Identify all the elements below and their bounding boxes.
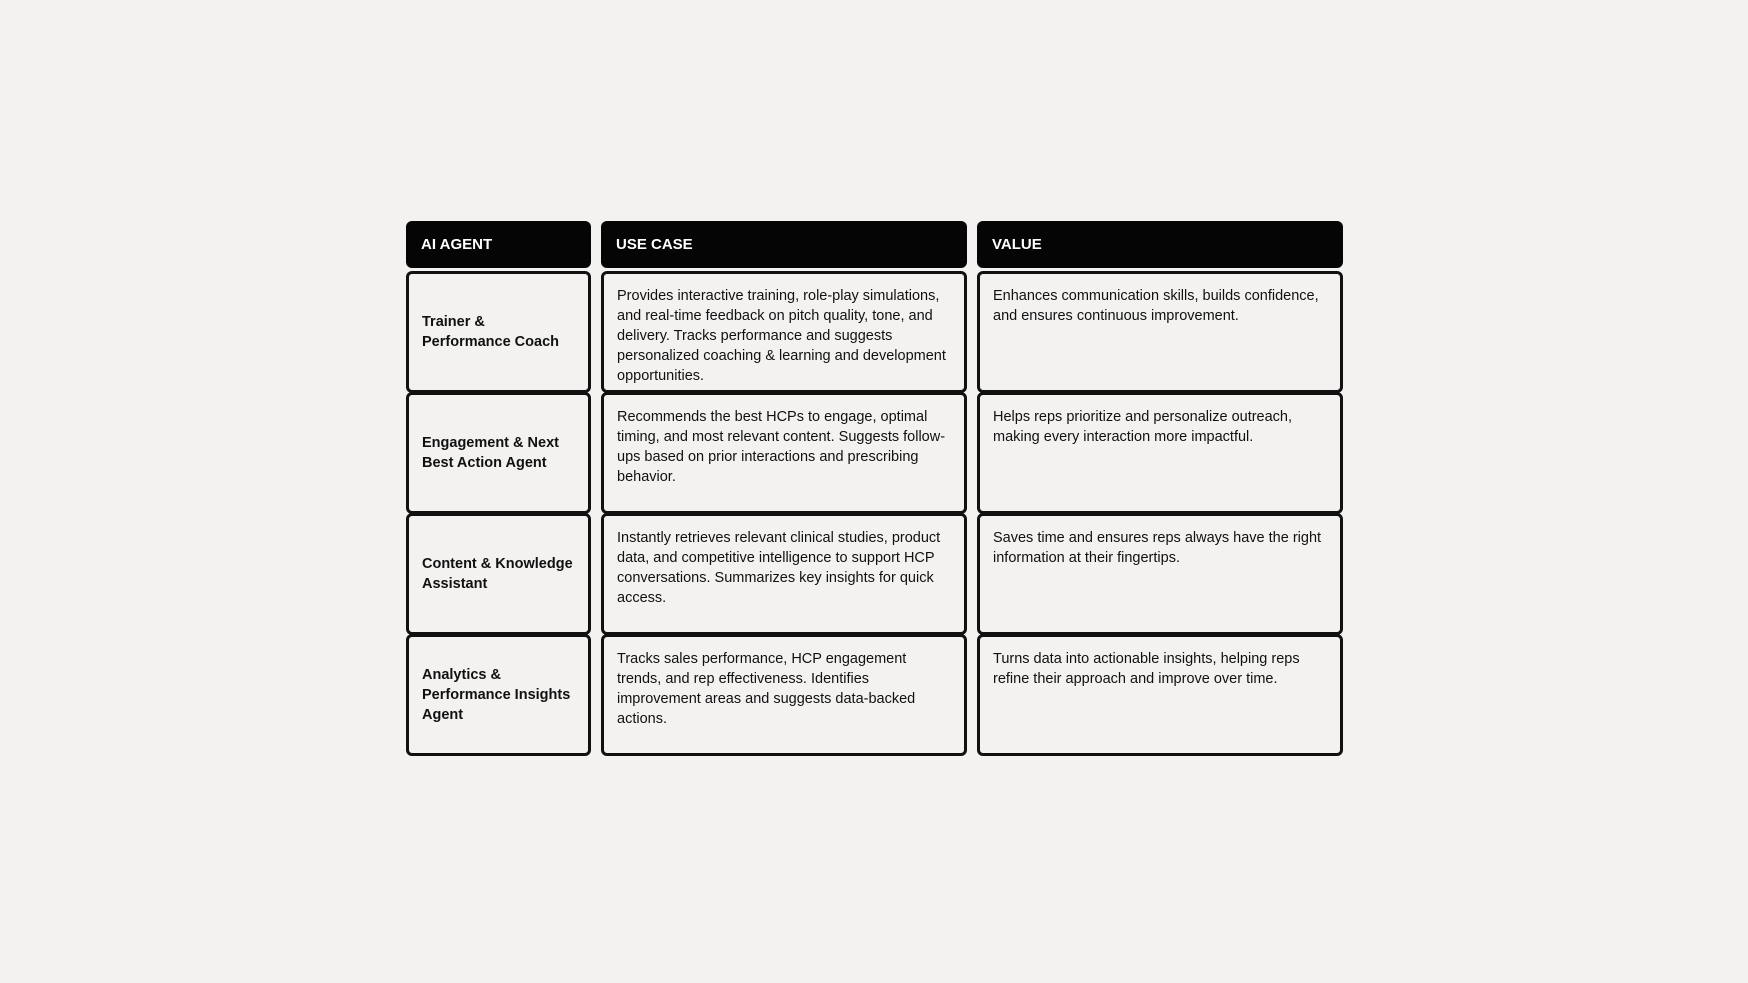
table-row bbox=[406, 393, 1343, 514]
table-row bbox=[406, 272, 1343, 393]
use-case-cell: Recommends the best HCPs to engage, optimal timing, and most relevant content. Suggests follow-ups based on prior interactions and prescribing behavior. bbox=[601, 392, 967, 514]
agent-name-cell: Engagement & Next Best Action Agent bbox=[406, 392, 591, 514]
use-case-cell: Instantly retrieves relevant clinical studies, product data, and competitive intelligence to support HCP conversations. Summarizes key insights for quick access. bbox=[601, 513, 967, 635]
agent-name-cell: Trainer & Performance Coach bbox=[406, 271, 591, 393]
value-cell: Saves time and ensures reps always have the right information at their fingertips. bbox=[977, 513, 1343, 635]
ai-agent-table bbox=[406, 221, 1343, 756]
header-ai-agent: AI AGENT bbox=[406, 221, 591, 268]
use-case-cell: Provides interactive training, role-play simulations, and real-time feedback on pitch quality, tone, and delivery. Tracks performance and suggests personalized coaching & learning and development opportunities. bbox=[601, 271, 967, 393]
value-cell: Enhances communication skills, builds confidence, and ensures continuous improvement. bbox=[977, 271, 1343, 393]
use-case-cell: Tracks sales performance, HCP engagement trends, and rep effectiveness. Identifies improvement areas and suggests data-backed actions. bbox=[601, 634, 967, 756]
agent-name-cell: Analytics & Performance Insights Agent bbox=[406, 634, 591, 756]
header-value: VALUE bbox=[977, 221, 1343, 268]
header-use-case: USE CASE bbox=[601, 221, 967, 268]
agent-name-cell: Content & Knowledge Assistant bbox=[406, 513, 591, 635]
table-row bbox=[406, 635, 1343, 756]
value-cell: Helps reps prioritize and personalize outreach, making every interaction more impactful. bbox=[977, 392, 1343, 514]
table-row bbox=[406, 514, 1343, 635]
table-header-row bbox=[406, 221, 1343, 272]
value-cell: Turns data into actionable insights, helping reps refine their approach and improve over time. bbox=[977, 634, 1343, 756]
